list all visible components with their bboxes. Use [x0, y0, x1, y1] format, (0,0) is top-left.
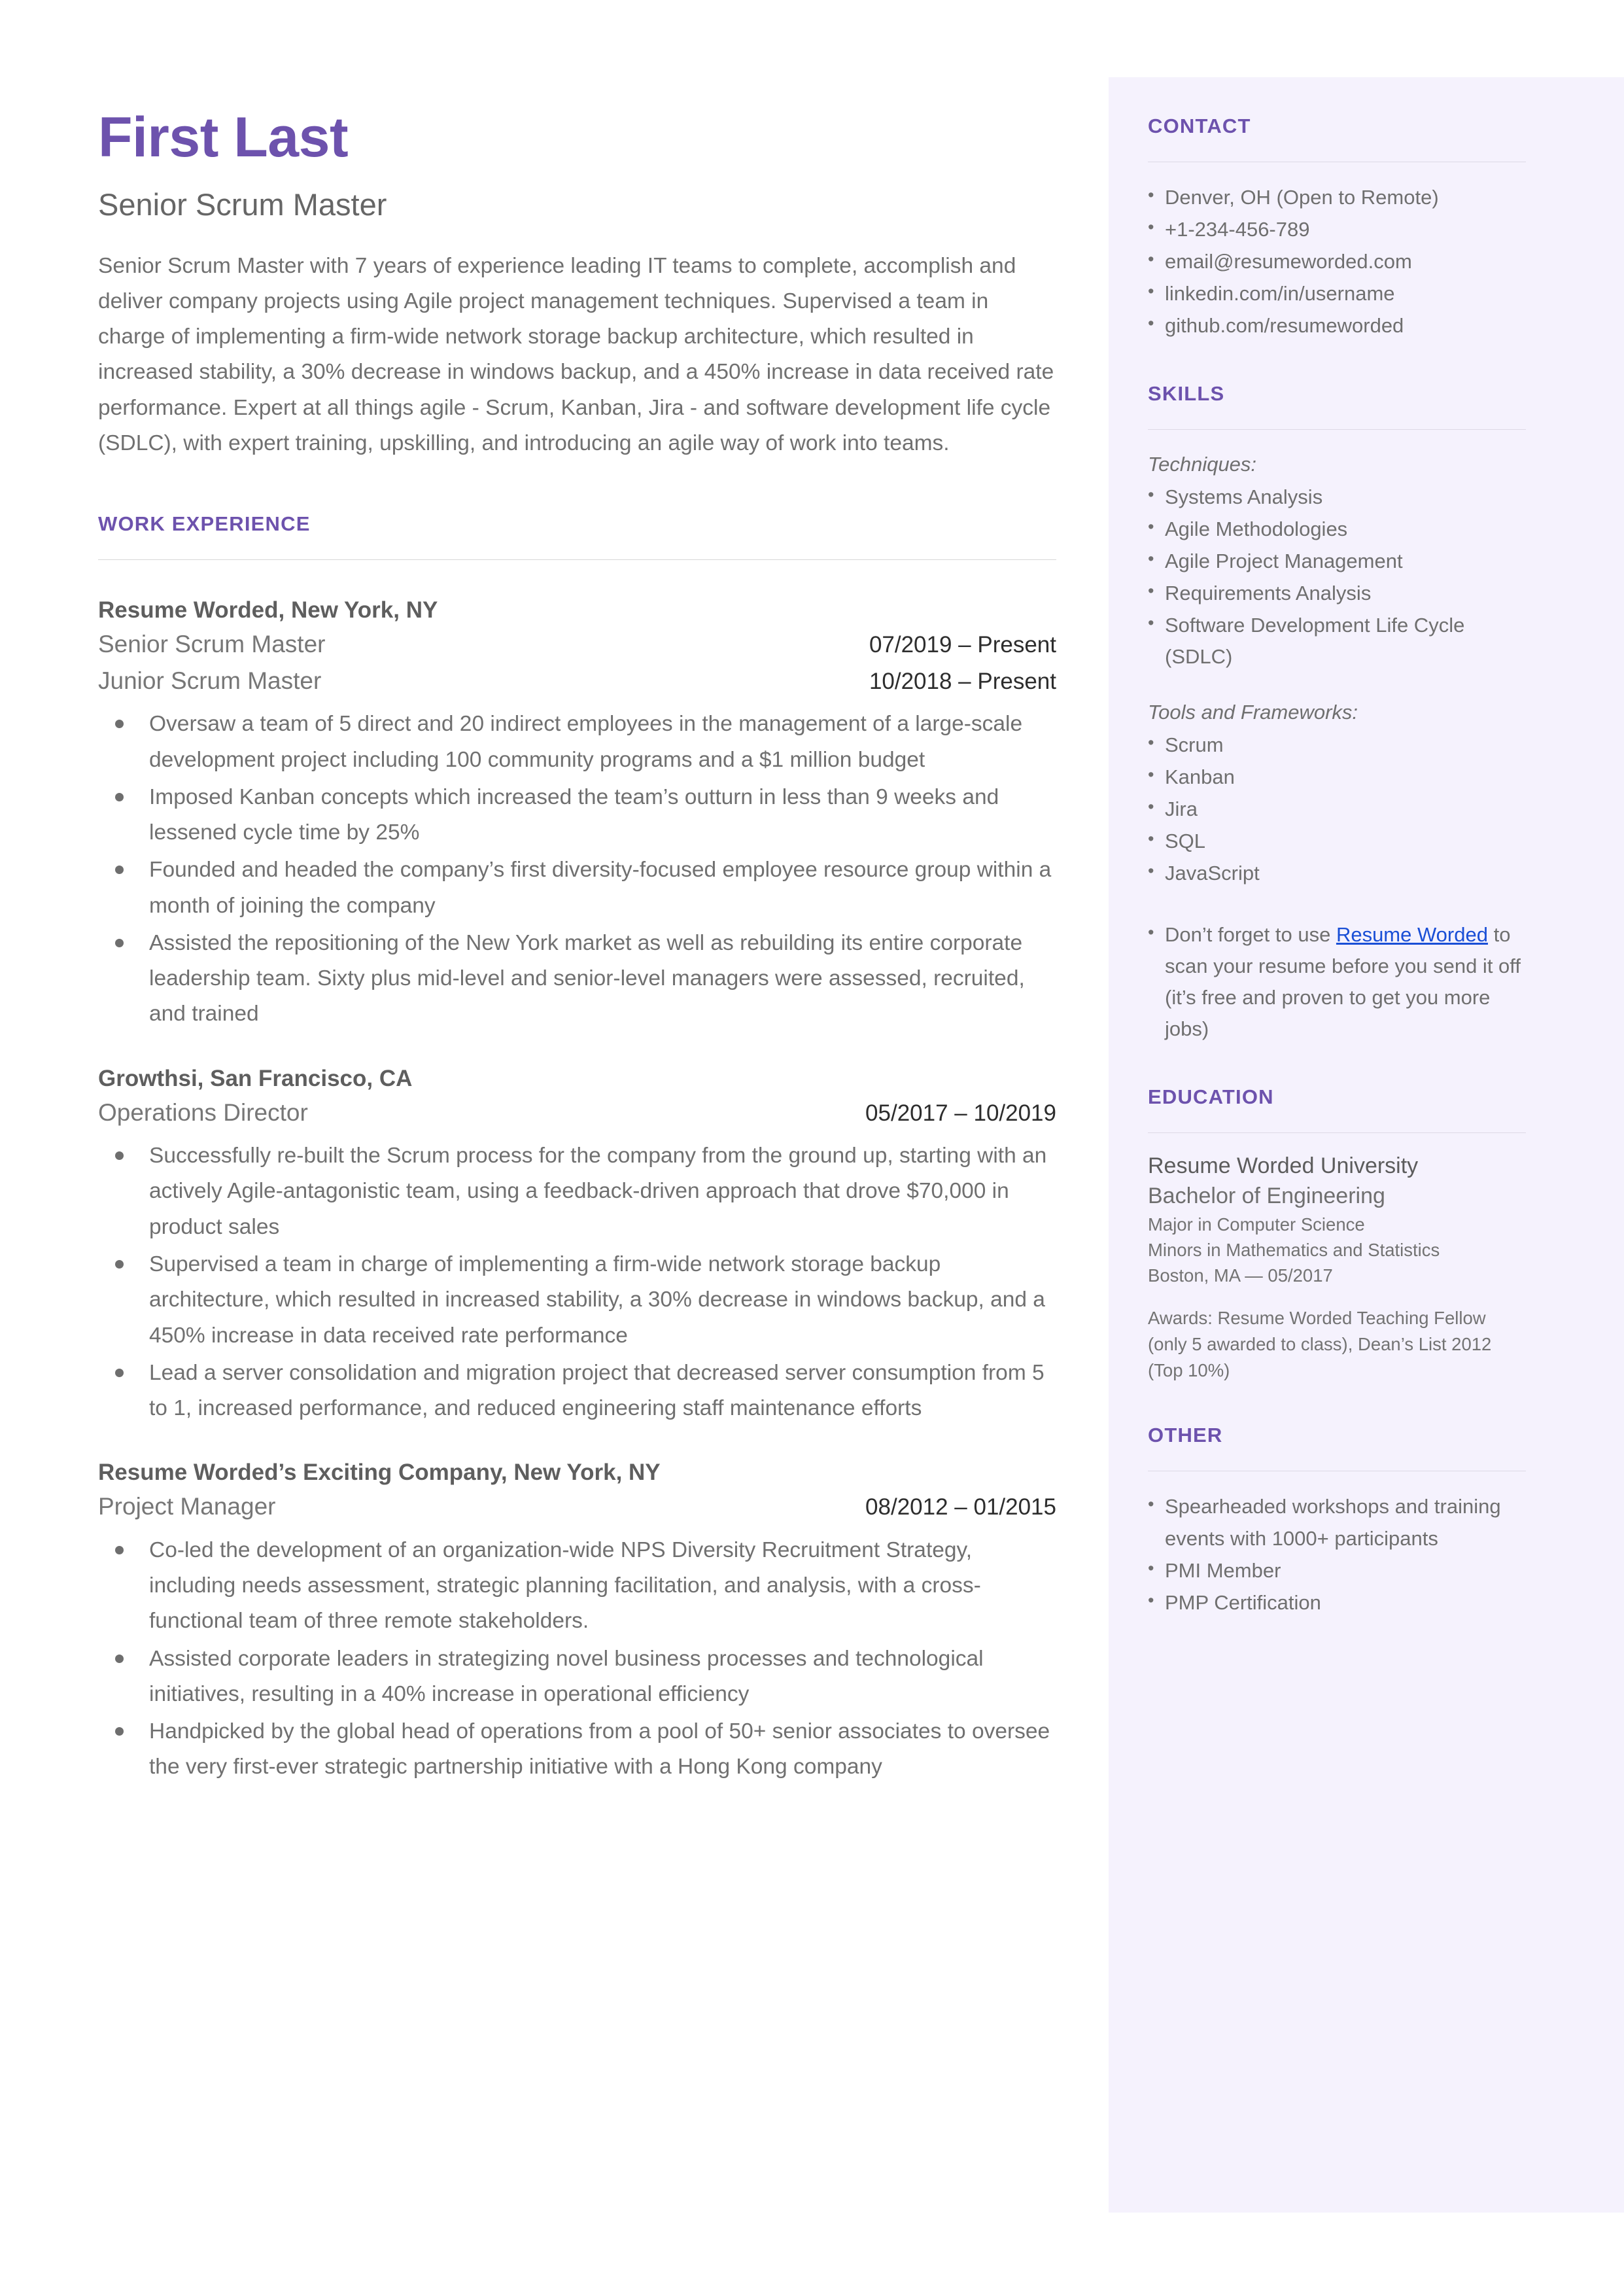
- sidebar-column: [1148, 114, 1526, 1619]
- contact-list: [1148, 182, 1526, 342]
- candidate-name: First Last: [98, 106, 349, 169]
- contact-email[interactable]: • email@resumeworded.com: [1148, 246, 1526, 277]
- skills-group-label: Techniques:: [1148, 453, 1257, 476]
- job-bullet: Lead a server consolidation and migration project that decreased server consumption from 5 to 1, increased performance, and reduced engineering staff maintenance efforts: [98, 1356, 1056, 1427]
- skill-item: • Requirements Analysis: [1148, 578, 1526, 609]
- resume-worded-link[interactable]: Resume Worded: [1336, 922, 1488, 946]
- note-item: [1148, 919, 1526, 1045]
- professional-summary: Senior Scrum Master with 7 years of experience leading IT teams to complete, accomplish and deliver company projects using Agile project management techniques. Supervised a team in charge of implementing a firm-wide network storage backup architecture, which resulted in increased stability, a 30% decrease in windows backup, and a 450% increase in data received rate performance. Expert at all things agile - Scrum, Kanban, Jira - and software development life cycle (SDLC), with expert training, upskilling, and introducing an agile way of work into teams.: [98, 253, 1054, 456]
- section-divider: [1148, 1132, 1526, 1133]
- section-heading-contact: CONTACT: [1148, 114, 1251, 137]
- section-heading-other: OTHER: [1148, 1424, 1223, 1447]
- job-role-title: Project Manager: [98, 1493, 276, 1520]
- contact-phone[interactable]: • +1-234-456-789: [1148, 214, 1526, 245]
- skill-item: • Jira: [1148, 794, 1526, 825]
- job-bullet: Handpicked by the global head of operations from a pool of 50+ senior associates to oversee the very first-ever strategic partnership initiative with a Hong Kong company: [98, 1714, 1056, 1785]
- job-role-dates: 10/2018 – Present: [869, 668, 1056, 694]
- other-item: • Spearheaded workshops and training events with 1000+ participants: [1148, 1491, 1526, 1554]
- job-role-row: [98, 663, 1056, 699]
- job-bullet: Oversaw a team of 5 direct and 20 indirect employees in the management of a large-scale development project including 100 community programs and a $1 million budget: [98, 707, 1056, 778]
- candidate-title: Senior Scrum Master: [98, 187, 387, 222]
- skills-list: [1148, 729, 1526, 889]
- education-major: Major in Computer Science: [1148, 1214, 1365, 1235]
- skill-item: • Agile Project Management: [1148, 546, 1526, 577]
- job-bullet: Imposed Kanban concepts which increased the team’s outturn in less than 9 weeks and lessened cycle time by 25%: [98, 780, 1056, 851]
- education-minors: Minors in Mathematics and Statistics: [1148, 1239, 1440, 1260]
- job-company: Resume Worded, New York, NY: [98, 597, 438, 623]
- education-school: Resume Worded University: [1148, 1153, 1419, 1178]
- job-entry: [98, 1456, 1056, 1785]
- skill-item: • Kanban: [1148, 762, 1526, 793]
- job-bullet: Successfully re-built the Scrum process for the company from the ground up, starting with an actively Agile-antagonistic team, using a feedback-driven approach that drove $70,000 in product sales: [98, 1138, 1056, 1245]
- sidebar-section-education: [1148, 1085, 1526, 1384]
- section-heading-education: EDUCATION: [1148, 1085, 1274, 1108]
- other-list: [1148, 1491, 1526, 1618]
- section-heading-skills: SKILLS: [1148, 382, 1225, 406]
- contact-linkedin[interactable]: • linkedin.com/in/username: [1148, 278, 1526, 309]
- note-text-before: Don’t forget to use: [1165, 922, 1336, 946]
- skill-item: • Agile Methodologies: [1148, 514, 1526, 545]
- note-text-after: to scan your resume before you send it off (it’s free and proven to get you more jobs): [1165, 922, 1521, 1040]
- education-awards: Awards: Resume Worded Teaching Fellow (only 5 awarded to class), Dean’s List 2012 (Top 10%): [1148, 1307, 1492, 1380]
- section-divider: [1148, 429, 1526, 430]
- skill-item: • Systems Analysis: [1148, 482, 1526, 513]
- job-role-dates: 05/2017 – 10/2019: [865, 1100, 1056, 1126]
- other-item: • PMP Certification: [1148, 1587, 1526, 1619]
- education-location-date: Boston, MA — 05/2017: [1148, 1265, 1333, 1286]
- resume-worded-note: [1148, 919, 1526, 1045]
- skill-item: • Software Development Life Cycle (SDLC): [1148, 610, 1526, 673]
- skills-group-techniques: [1148, 449, 1526, 673]
- education-degree: Bachelor of Engineering: [1148, 1183, 1385, 1208]
- job-bullet-list: [98, 1533, 1056, 1785]
- skills-list: [1148, 482, 1526, 673]
- skills-group-label: Tools and Frameworks:: [1148, 701, 1358, 724]
- job-entry: [98, 594, 1056, 1032]
- job-bullet: Supervised a team in charge of implementing a firm-wide network storage backup architecture, which resulted in increased stability, a 30% decrease in windows backup, and a 450% increase in data received rate performance: [98, 1247, 1056, 1354]
- job-company: Growthsi, San Francisco, CA: [98, 1065, 413, 1091]
- job-bullet: Assisted corporate leaders in strategizing novel business processes and technological initiatives, resulting in a 40% increase in operational efficiency: [98, 1641, 1056, 1713]
- job-role-title: Junior Scrum Master: [98, 667, 322, 694]
- note-list: [1148, 919, 1526, 1045]
- job-role-row: [98, 1095, 1056, 1131]
- sidebar-section-skills: [1148, 382, 1526, 1045]
- job-bullet: Founded and headed the company’s first diversity-focused employee resource group within a month of joining the company: [98, 852, 1056, 924]
- job-role-dates: 08/2012 – 01/2015: [865, 1494, 1056, 1520]
- skills-group-tools: [1148, 697, 1526, 889]
- main-column: [98, 108, 1056, 1787]
- skill-item: • SQL: [1148, 826, 1526, 857]
- job-bullet: Assisted the repositioning of the New York market as well as rebuilding its entire corporate leadership team. Sixty plus mid-level and senior-level managers were assessed, recruited, and trained: [98, 926, 1056, 1032]
- other-item: • PMI Member: [1148, 1555, 1526, 1586]
- job-role-title: Senior Scrum Master: [98, 631, 326, 658]
- contact-location: • Denver, OH (Open to Remote): [1148, 182, 1526, 213]
- job-bullet-list: [98, 707, 1056, 1032]
- job-bullet: Co-led the development of an organization-wide NPS Diversity Recruitment Strategy, including needs assessment, strategic planning facilitation, and analysis, with a cross-functional team of three remote stakeholders.: [98, 1533, 1056, 1639]
- job-role-row: [98, 1488, 1056, 1525]
- skill-item: • JavaScript: [1148, 858, 1526, 889]
- job-bullet-list: [98, 1138, 1056, 1426]
- job-entry: [98, 1062, 1056, 1427]
- sidebar-section-other: [1148, 1424, 1526, 1618]
- sidebar-section-contact: [1148, 114, 1526, 342]
- contact-github[interactable]: • github.com/resumeworded: [1148, 310, 1526, 342]
- job-role-title: Operations Director: [98, 1098, 308, 1126]
- job-role-dates: 07/2019 – Present: [869, 632, 1056, 658]
- section-heading-work-experience: WORK EXPERIENCE: [98, 512, 311, 536]
- job-role-row: [98, 626, 1056, 663]
- skill-item: • Scrum: [1148, 729, 1526, 761]
- job-company: Resume Worded’s Exciting Company, New York, NY: [98, 1460, 661, 1486]
- section-divider: [98, 559, 1056, 560]
